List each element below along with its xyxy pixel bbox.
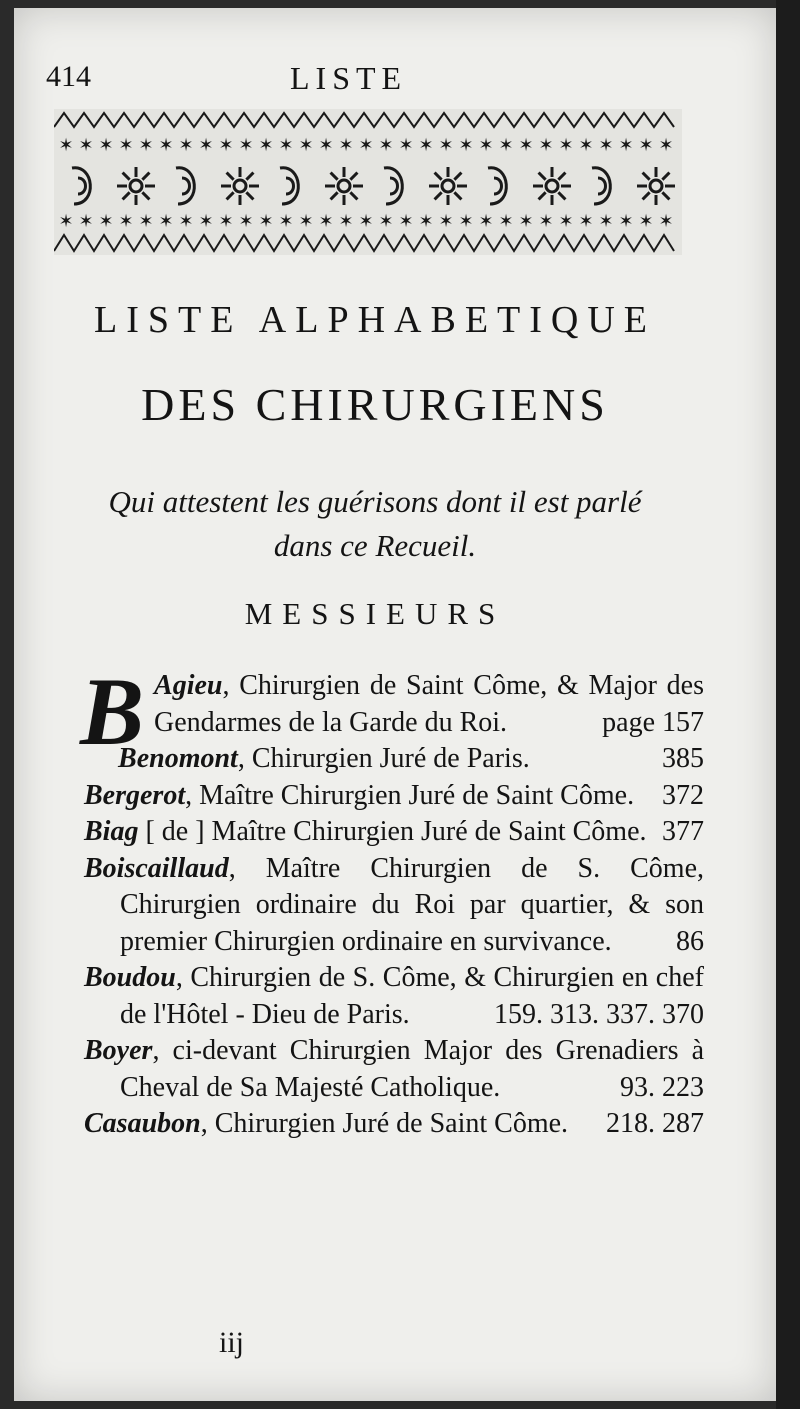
svg-text:✶: ✶	[458, 135, 474, 156]
entry-ref: 377	[662, 816, 704, 847]
entry-text: [ de ] Maître Chirurgien Juré de Saint Côme.	[138, 816, 647, 847]
svg-text:✶: ✶	[358, 135, 374, 156]
page-edge	[776, 0, 800, 1409]
svg-text:✶: ✶	[338, 211, 354, 232]
svg-text:✶: ✶	[638, 135, 654, 156]
svg-text:✶: ✶	[638, 211, 654, 232]
svg-text:✶: ✶	[378, 135, 394, 156]
entry-text: , Maître Chirurgien Juré de Saint Côme.	[185, 779, 635, 811]
svg-text:✶: ✶	[58, 211, 74, 232]
svg-text:✶: ✶	[498, 211, 514, 232]
svg-text:✶: ✶	[118, 135, 134, 156]
svg-text:✶: ✶	[478, 135, 494, 156]
svg-text:✶: ✶	[178, 135, 194, 156]
svg-text:✶: ✶	[458, 211, 474, 232]
svg-text:✶: ✶	[358, 211, 374, 232]
entry-ref: 159. 313. 337. 370	[494, 998, 704, 1030]
svg-text:✶: ✶	[258, 135, 274, 156]
list-item	[84, 960, 704, 1033]
svg-text:✶: ✶	[478, 211, 494, 232]
svg-text:✶: ✶	[238, 211, 254, 232]
svg-text:✶: ✶	[278, 211, 294, 232]
subtitle	[60, 480, 690, 568]
svg-text:✶: ✶	[278, 135, 294, 156]
svg-text:✶: ✶	[558, 211, 574, 232]
svg-text:✶: ✶	[578, 211, 594, 232]
svg-text:✶: ✶	[518, 211, 534, 232]
svg-text:✶: ✶	[598, 135, 614, 156]
svg-text:✶: ✶	[78, 135, 94, 156]
svg-text:✶: ✶	[138, 211, 154, 232]
entry-name: Benomont	[118, 743, 238, 774]
svg-text:✶: ✶	[98, 211, 114, 232]
svg-text:✶: ✶	[658, 135, 674, 156]
svg-text:✶: ✶	[138, 135, 154, 156]
svg-text:✶: ✶	[438, 135, 454, 156]
subtitle-line-1: Qui attestent les guérisons dont il est parlé	[108, 484, 642, 519]
section-heading: MESSIEURS	[244, 596, 506, 631]
svg-text:✶: ✶	[258, 211, 274, 232]
entry-name: Casaubon	[84, 1108, 201, 1139]
svg-text:✶: ✶	[238, 135, 254, 156]
svg-text:✶: ✶	[318, 135, 334, 156]
ornament-band	[54, 109, 682, 255]
page-header	[46, 60, 686, 100]
entry-text: , Maître Chirurgien de S. Côme, Chirurgien ordinaire du Roi par quartier, & son premier Chirurgien ordinaire en survivance.	[120, 852, 704, 957]
svg-text:✶: ✶	[658, 211, 674, 232]
svg-text:✶: ✶	[618, 135, 634, 156]
svg-text:✶: ✶	[538, 211, 554, 232]
svg-text:✶: ✶	[378, 211, 394, 232]
svg-text:✶: ✶	[578, 135, 594, 156]
svg-text:✶: ✶	[518, 135, 534, 156]
subtitle-line-2: dans ce Recueil.	[273, 528, 477, 563]
svg-text:✶: ✶	[538, 135, 554, 156]
drop-cap: B	[80, 658, 145, 765]
svg-text:✶: ✶	[298, 211, 314, 232]
svg-text:✶: ✶	[118, 211, 134, 232]
page-number: 414	[46, 60, 91, 93]
svg-text:✶: ✶	[318, 211, 334, 232]
svg-text:✶: ✶	[158, 211, 174, 232]
svg-text:✶: ✶	[438, 211, 454, 232]
list-item	[84, 1106, 704, 1143]
entry-text: , Chirurgien Juré de Saint Côme.	[200, 1108, 569, 1139]
entry-list	[80, 658, 704, 1143]
svg-text:✶: ✶	[558, 135, 574, 156]
entry-ref: 385	[662, 743, 704, 774]
list-item	[84, 814, 704, 851]
svg-text:✶: ✶	[218, 135, 234, 156]
entry-name: Bergerot	[84, 779, 186, 811]
entry-name: Boiscaillaud	[84, 852, 229, 884]
svg-text:✶: ✶	[498, 135, 514, 156]
svg-text:✶: ✶	[198, 211, 214, 232]
entry-ref: 372	[662, 779, 704, 811]
svg-text:✶: ✶	[98, 135, 114, 156]
entry-name: Boyer	[84, 1035, 153, 1066]
list-item	[84, 851, 704, 961]
svg-text:✶: ✶	[218, 211, 234, 232]
list-item	[84, 778, 704, 815]
entry-name: Agieu	[154, 670, 223, 701]
svg-text:✶: ✶	[598, 211, 614, 232]
entry-text: , Chirurgien Juré de Paris.	[237, 743, 530, 774]
entry-text: , Chirurgien de Saint Côme, & Major des Gendarmes de la Garde du Roi.	[154, 670, 704, 738]
svg-text:✶: ✶	[618, 211, 634, 232]
list-item	[84, 1033, 704, 1106]
svg-text:✶: ✶	[298, 135, 314, 156]
title-line-1: LISTE ALPHABETIQUE	[93, 299, 657, 341]
svg-text:✶: ✶	[178, 211, 194, 232]
entry-text: , Chirurgien de S. Côme, & Chirurgien en chef de l'Hôtel - Dieu de Paris.	[120, 962, 704, 1030]
list-item	[84, 741, 704, 778]
svg-text:✶: ✶	[78, 211, 94, 232]
svg-text:✶: ✶	[198, 135, 214, 156]
entry-text: , ci-devant Chirurgien Major des Grenadiers à Cheval de Sa Majesté Catholique.	[120, 1035, 704, 1103]
svg-text:✶: ✶	[338, 135, 354, 156]
entry-name: Boudou	[84, 962, 176, 993]
svg-text:✶: ✶	[58, 135, 74, 156]
svg-text:✶: ✶	[158, 135, 174, 156]
entry-name: Biag	[84, 816, 139, 847]
entry-ref: 218. 287	[606, 1108, 704, 1139]
svg-text:✶: ✶	[398, 211, 414, 232]
book-page	[14, 8, 776, 1401]
svg-text:✶: ✶	[398, 135, 414, 156]
entry-ref: 93. 223	[620, 1071, 704, 1103]
title-line-2: DES CHIRURGIENS	[141, 379, 609, 430]
svg-text:✶: ✶	[418, 211, 434, 232]
signature-mark: iij	[219, 1326, 245, 1359]
entry-ref: 86	[676, 925, 704, 957]
running-head: LISTE	[290, 60, 408, 96]
svg-text:✶: ✶	[418, 135, 434, 156]
entry-ref: page 157	[602, 706, 704, 738]
